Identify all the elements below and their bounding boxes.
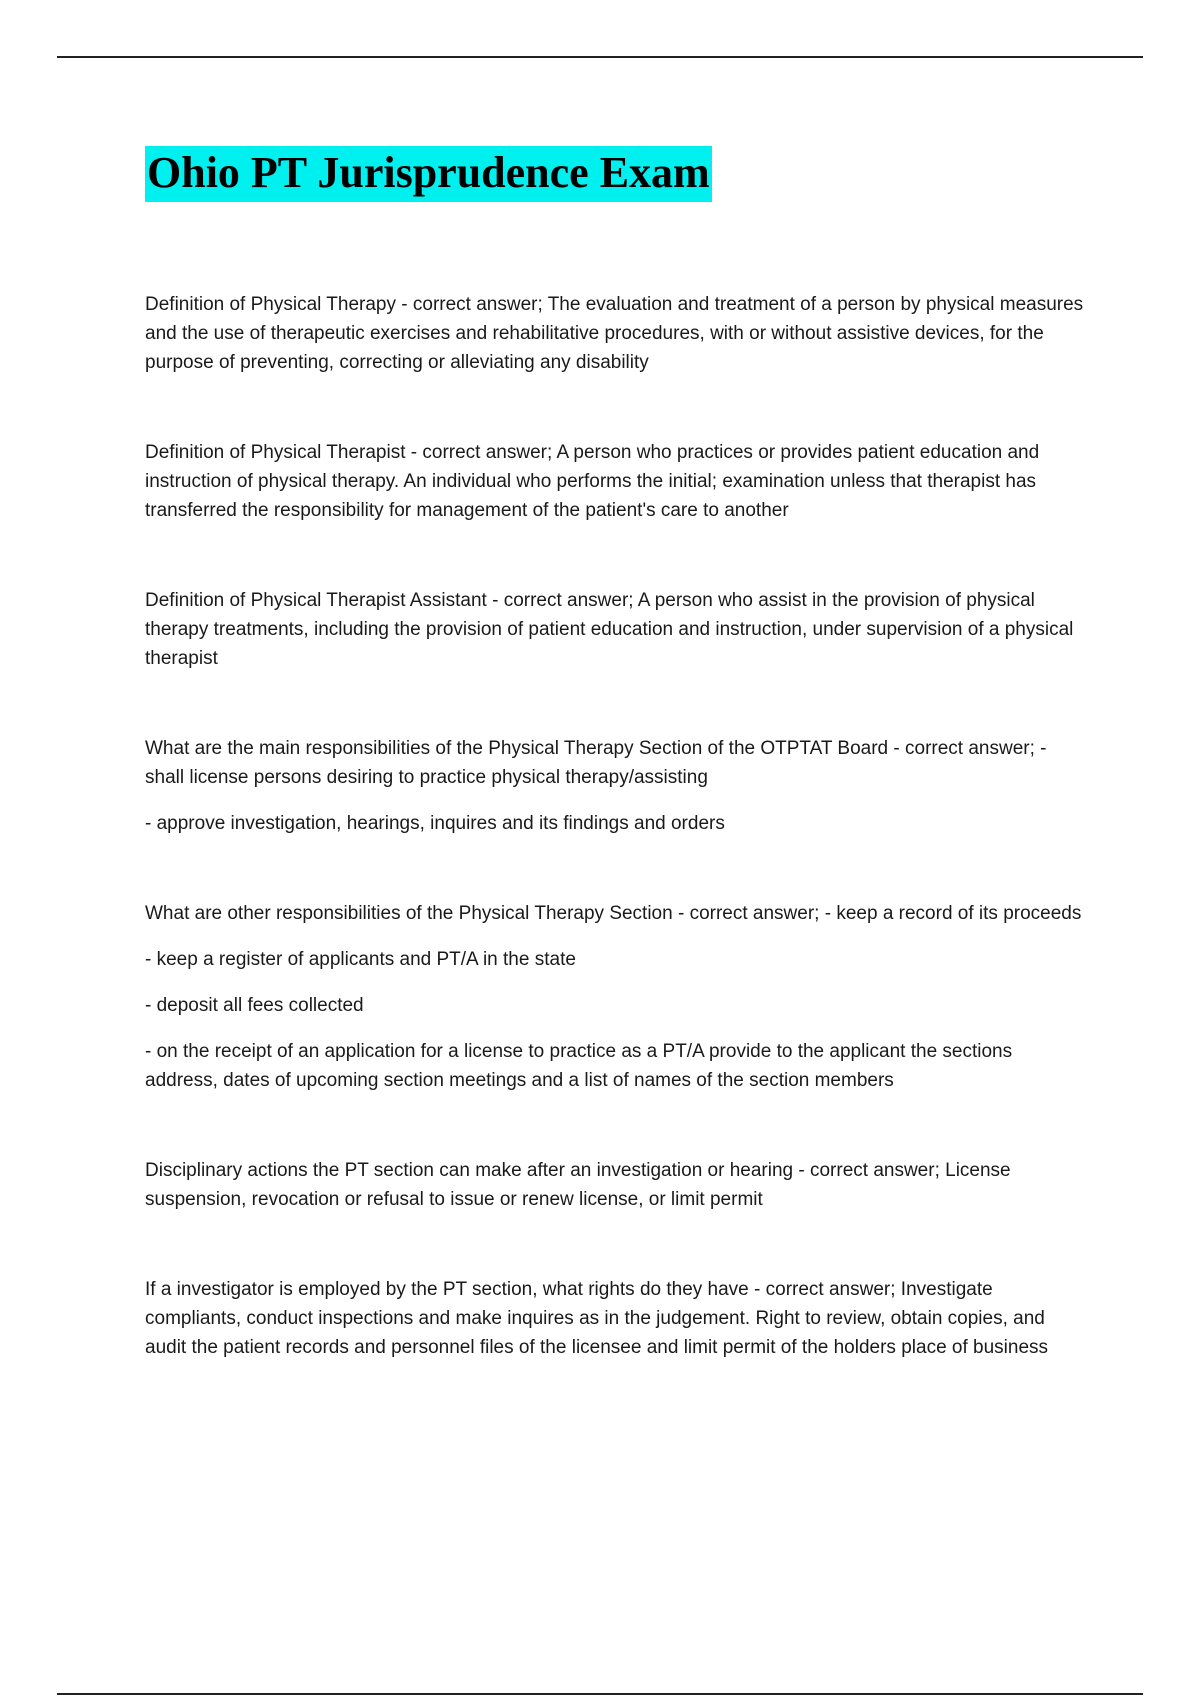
qa-list [145, 290, 1085, 1362]
document-title: Ohio PT Jurisprudence Exam [145, 146, 712, 202]
qa-list-item: - deposit all fees collected [145, 995, 364, 1016]
qa-entry-physical-therapy [145, 290, 1085, 377]
header-rule [57, 56, 1143, 58]
qa-entry-disciplinary-actions [145, 1156, 1085, 1214]
qa-list-item: - approve investigation, hearings, inquires and its findings and orders [145, 813, 725, 834]
qa-entry-investigator-rights [145, 1275, 1085, 1362]
qa-text: What are other responsibilities of the Physical Therapy Section - correct answer; - keep a record of its proceeds [145, 903, 1082, 924]
document-body [145, 146, 1085, 1423]
footer-rule [57, 1693, 1143, 1695]
qa-list-item: - on the receipt of an application for a license to practice as a PT/A provide to the applicant the sections address, dates of upcoming section meetings and a list of names of the section members [145, 1041, 1013, 1091]
qa-entry-other-responsibilities [145, 899, 1085, 1095]
qa-text: Disciplinary actions the PT section can make after an investigation or hearing - correct answer; License suspension, revocation or refusal to issue or renew license, or limit permit [145, 1160, 1011, 1210]
qa-text: What are the main responsibilities of the Physical Therapy Section of the OTPTAT Board - correct answer; - shall license persons desiring to practice physical therapy/assisting [145, 738, 1047, 788]
qa-list-item: - keep a register of applicants and PT/A in the state [145, 949, 576, 970]
qa-entry-physical-therapist-assistant [145, 586, 1085, 673]
qa-entry-main-responsibilities [145, 734, 1085, 838]
qa-text: If a investigator is employed by the PT section, what rights do they have - correct answer; Investigate compliants, conduct inspections and make inquires as in the judgement. Right to review, obtain copies, and audit the patient records and personnel files of the licensee and limit permit of the holders place of business [145, 1279, 1049, 1358]
qa-text: Definition of Physical Therapy - correct answer; The evaluation and treatment of a person by physical measures and the use of therapeutic exercises and rehabilitative procedures, with or without assistive devices, for the purpose of preventing, correcting or alleviating any disability [145, 294, 1084, 373]
qa-text: Definition of Physical Therapist Assistant - correct answer; A person who assist in the provision of physical therapy treatments, including the provision of patient education and instruction, under supervision of a physical therapist [145, 590, 1074, 669]
qa-entry-physical-therapist [145, 438, 1085, 525]
qa-text: Definition of Physical Therapist - correct answer; A person who practices or provides patient education and instruction of physical therapy. An individual who performs the initial; examination unless that therapist has transferred the responsibility for management of the patient's care to another [145, 442, 1040, 521]
